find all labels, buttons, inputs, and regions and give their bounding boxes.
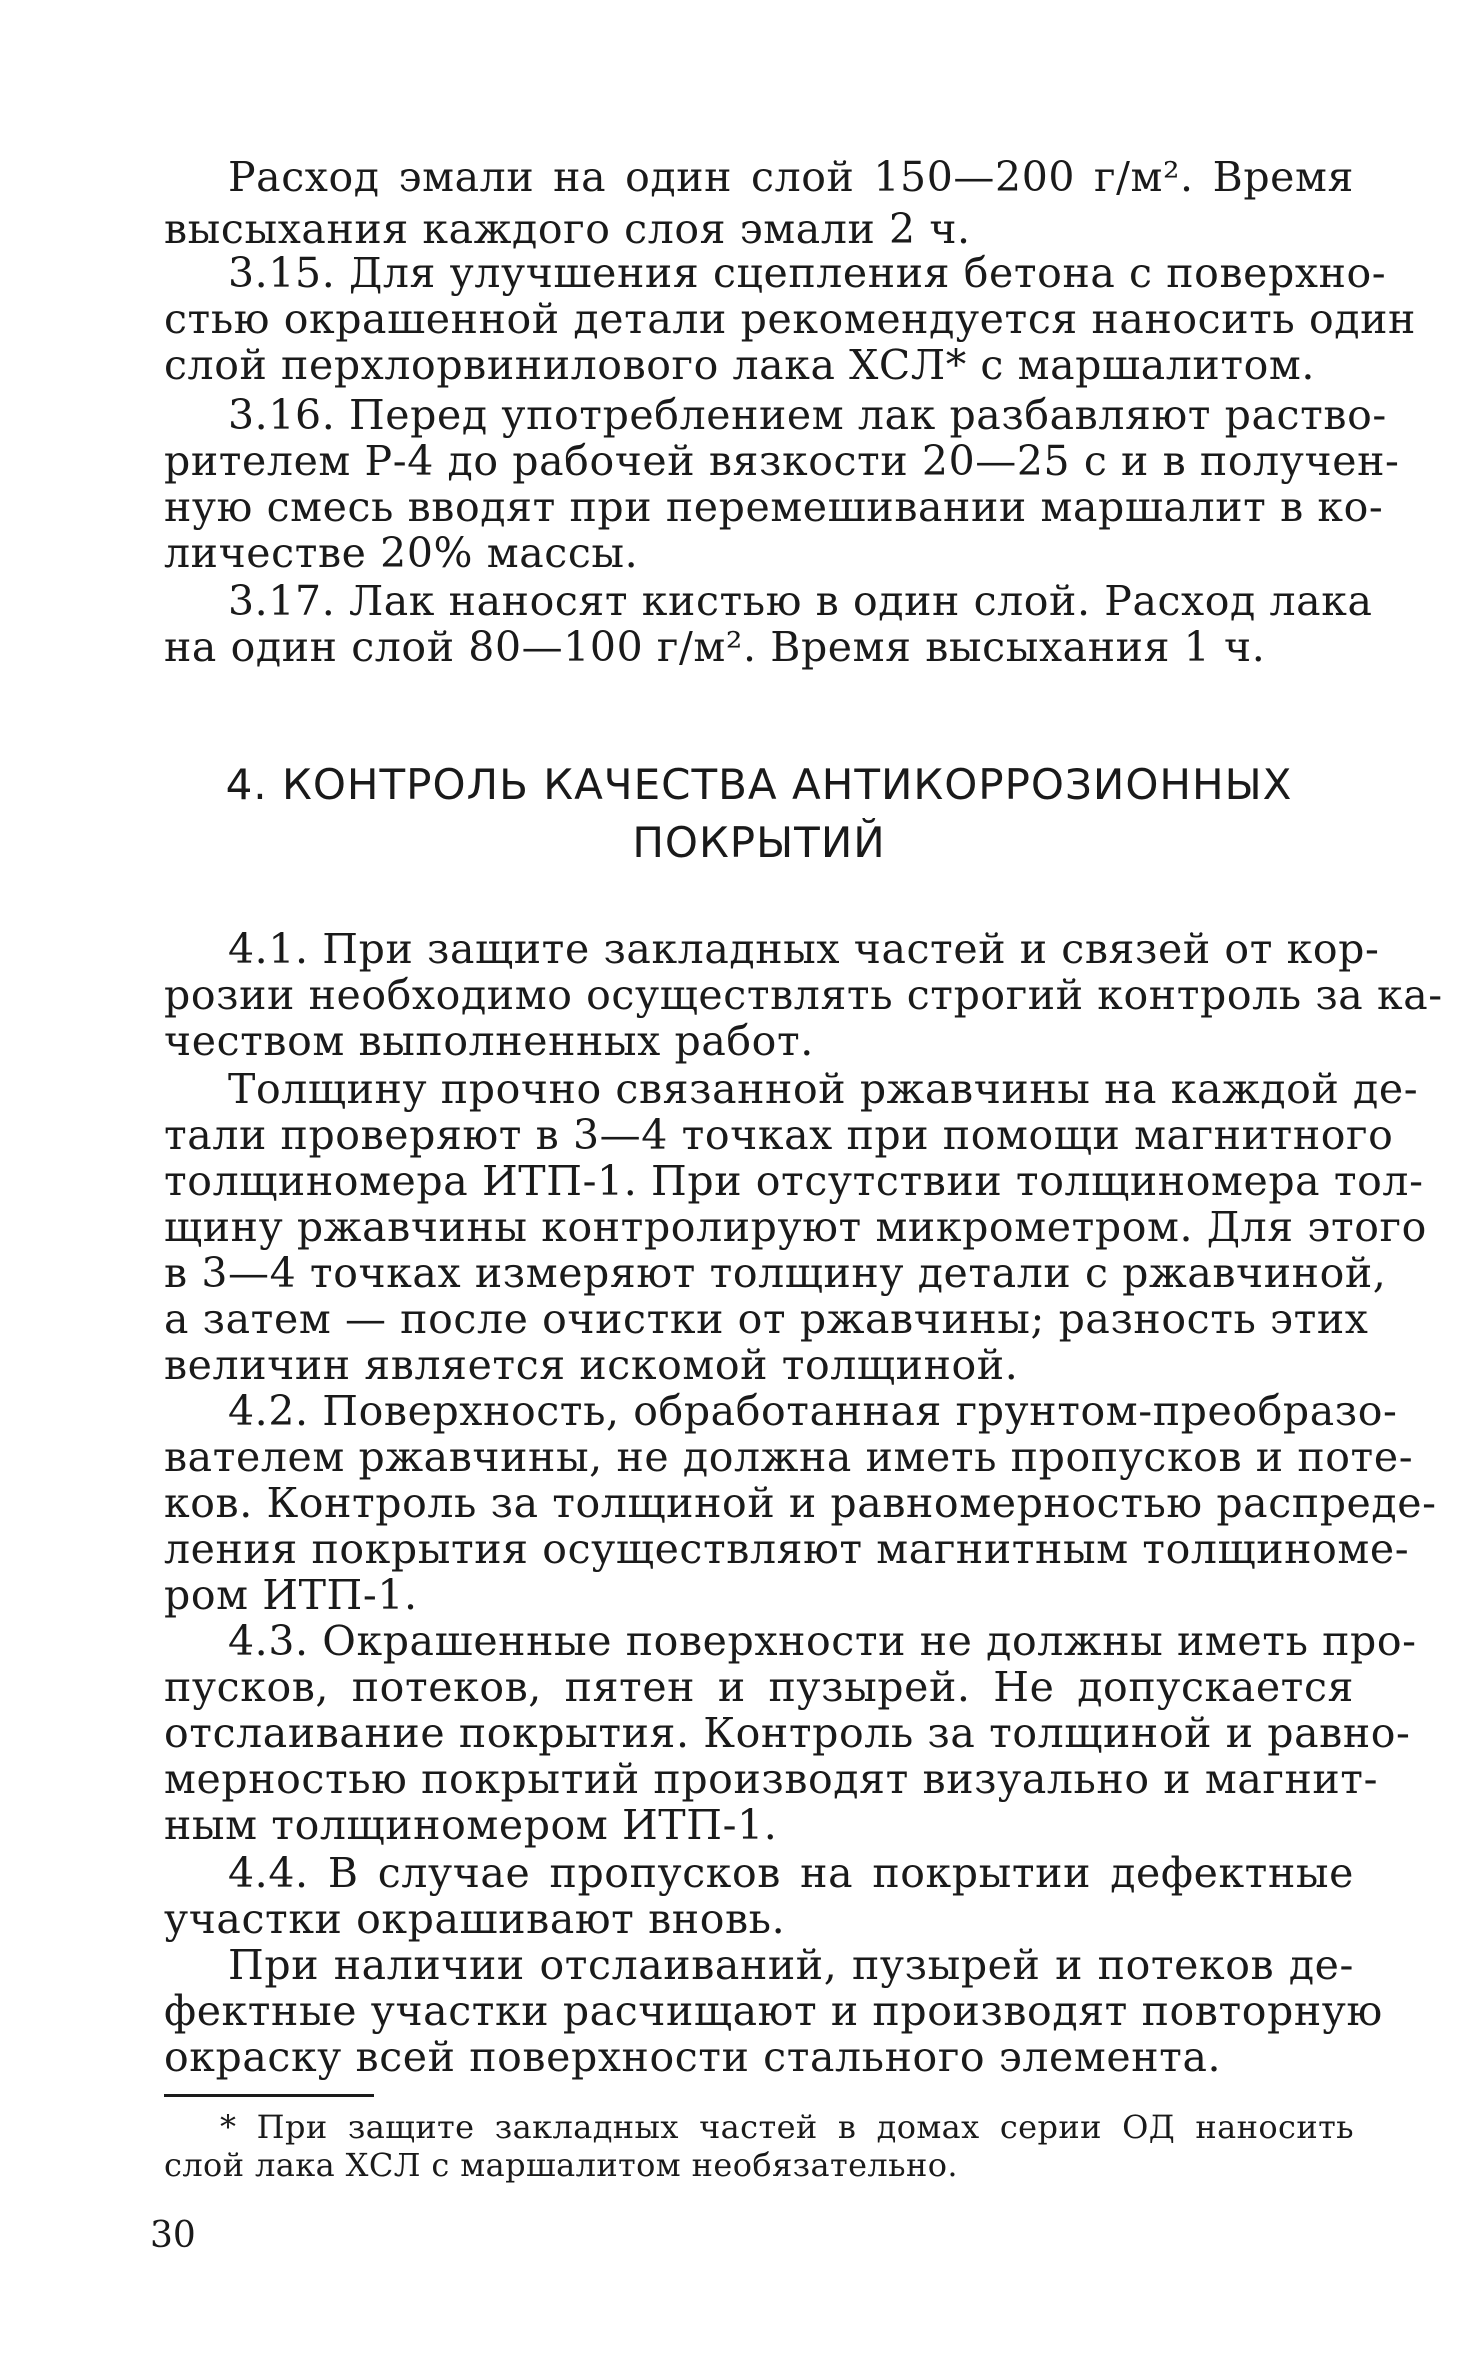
text-line: слой перхлорвинилового лака ХСЛ* с маршалитом.: [164, 341, 1316, 389]
text-line: мерностью покрытий производят визуально и магнит-: [164, 1755, 1379, 1803]
footnote-line: слой лака ХСЛ с маршалитом необязательно.: [164, 2146, 958, 2184]
text-line: личестве 20% массы.: [164, 529, 639, 577]
text-line: тали проверяют в 3—4 точках при помощи магнитного: [164, 1111, 1394, 1159]
text-line: отслаивание покрытия. Контроль за толщиной и равно-: [164, 1709, 1411, 1757]
text-line: пусков, потеков, пятен и пузырей. Не допускается: [164, 1663, 1354, 1711]
text-line: стью окрашенной детали рекомендуется наносить один: [164, 295, 1416, 343]
text-line: ления покрытия осуществляют магнитным толщиноме-: [164, 1525, 1410, 1573]
text-line: Расход эмали на один слой 150—200 г/м². Время: [228, 153, 1354, 201]
text-line: толщиномера ИТП-1. При отсутствии толщиномера тол-: [164, 1157, 1424, 1205]
text-line: ром ИТП-1.: [164, 1571, 418, 1619]
text-line: чеством выполненных работ.: [164, 1017, 814, 1065]
text-line: рителем Р-4 до рабочей вязкости 20—25 с и в получен-: [164, 437, 1400, 485]
text-line: ков. Контроль за толщиной и равномерностью распреде-: [164, 1479, 1437, 1527]
text-line: ным толщиномером ИТП-1.: [164, 1801, 778, 1849]
text-line: 3.15. Для улучшения сцепления бетона с поверхно-: [228, 249, 1387, 297]
text-line: фектные участки расчищают и производят повторную: [164, 1987, 1383, 2035]
text-line: Толщину прочно связанной ржавчины на каждой де-: [228, 1065, 1419, 1113]
text-line: При наличии отслаиваний, пузырей и потеков де-: [228, 1941, 1354, 1989]
text-line: на один слой 80—100 г/м². Время высыхания 1 ч.: [164, 623, 1266, 671]
text-line: высыхания каждого слоя эмали 2 ч.: [164, 205, 971, 253]
section-title: КОНТРОЛЬ КАЧЕСТВА АНТИКОРРОЗИОННЫХ: [282, 760, 1293, 809]
text-line: 3.17. Лак наносят кистью в один слой. Расход лака: [228, 577, 1373, 625]
text-line: 4.1. При защите закладных частей и связей от кор-: [228, 925, 1380, 973]
section-number: 4.: [225, 760, 268, 809]
text-line: окраску всей поверхности стального элемента.: [164, 2033, 1222, 2081]
text-line: ную смесь вводят при перемешивании маршалит в ко-: [164, 483, 1384, 531]
footnote-separator: [164, 2094, 374, 2097]
text-line: розии необходимо осуществлять строгий контроль за ка-: [164, 971, 1443, 1019]
text-line: 3.16. Перед употреблением лак разбавляют раство-: [228, 391, 1387, 439]
text-line: 4.3. Окрашенные поверхности не должны иметь про-: [228, 1617, 1417, 1665]
text-line: вателем ржавчины, не должна иметь пропусков и поте-: [164, 1433, 1414, 1481]
text-line: участки окрашивают вновь.: [164, 1895, 786, 1943]
footnote-line: * При защите закладных частей в домах серии ОД наносить: [220, 2108, 1354, 2146]
text-line: щину ржавчины контролируют микрометром. Для этого: [164, 1203, 1427, 1251]
section-heading-continued: ПОКРЫТИЙ: [632, 818, 886, 867]
text-line: в 3—4 точках измеряют толщину детали с ржавчиной,: [164, 1249, 1387, 1297]
text-line: 4.4. В случае пропусков на покрытии дефектные: [228, 1849, 1354, 1897]
text-line: 4.2. Поверхность, обработанная грунтом-преобразо-: [228, 1387, 1398, 1435]
section-heading: [164, 760, 1354, 810]
text-line: а затем — после очистки от ржавчины; разность этих: [164, 1295, 1369, 1343]
text-line: величин является искомой толщиной.: [164, 1341, 1019, 1389]
page-number: 30: [150, 2215, 196, 2256]
